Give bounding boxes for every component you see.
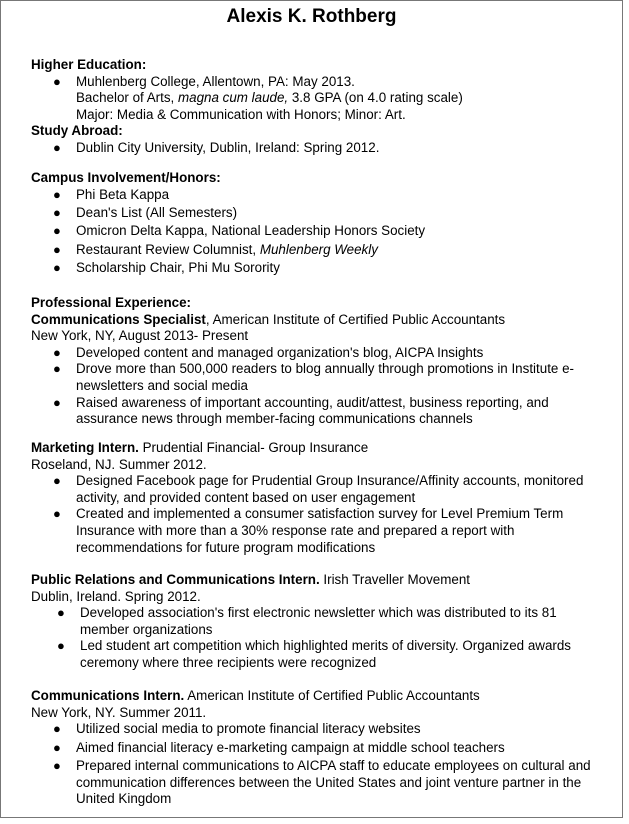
job-title-line: Communications Intern. American Institute of Certified Public Accountants (31, 688, 480, 703)
job-communications-intern (31, 688, 608, 810)
campus-heading: Campus Involvement/Honors: (31, 170, 221, 185)
abroad-heading: Study Abroad: (31, 123, 123, 139)
bullet-icon: ● (53, 394, 61, 410)
bullet-icon: ● (53, 73, 61, 89)
experience-section (31, 295, 608, 428)
bullet-icon: ● (53, 506, 61, 522)
education-school: Muhlenberg College, Allentown, PA: May 2013. (76, 73, 355, 89)
bullet-icon: ● (57, 638, 65, 654)
campus-section (31, 170, 608, 279)
list-item: ● Drove more than 500,000 readers to blog annually through promotions in Institute e- newsletters and social media (53, 361, 574, 393)
list-item: ● Designed Facebook page for Prudential Group Insurance/Affinity accounts, monitored activity, and provided content based on user engagement (53, 473, 584, 505)
education-section (31, 57, 608, 157)
list-item: ● Prepared internal communications to AICPA staff to educate employees on cultural and communication differences between the United States and joint venture partner in the United Kingdom (53, 757, 591, 807)
experience-heading: Professional Experience: (31, 295, 192, 310)
education-degree: Bachelor of Arts, magna cum laude, 3.8 GPA (on 4.0 rating scale) (76, 90, 463, 106)
job-location: New York, NY, August 2013- Present (31, 328, 249, 344)
job-pr-intern (31, 572, 608, 672)
education-major: Major: Media & Communication with Honors; Minor: Art. (76, 106, 406, 122)
abroad-item: ● Dublin City University, Dublin, Ireland: Spring 2012. (53, 139, 380, 155)
education-heading: Higher Education: (31, 57, 147, 72)
job-title-line: Marketing Intern. Prudential Financial- Group Insurance (31, 440, 369, 455)
bullet-icon: ● (53, 344, 61, 360)
list-item: ● Omicron Delta Kappa, National Leadership Honors Society (53, 223, 426, 239)
bullet-icon: ● (53, 473, 61, 489)
job-location: Roseland, NJ. Summer 2012. (31, 456, 207, 472)
list-item: ● Led student art competition which highlighted merits of diversity. Organized awards ceremony where three recipients were recognized (57, 638, 571, 670)
list-item: ● Developed content and managed organization's blog, AICPA Insights (53, 344, 484, 360)
bullet-icon: ● (53, 757, 61, 773)
bullet-icon: ● (53, 139, 61, 155)
job-title-line: Communications Specialist, American Institute of Certified Public Accountants (31, 311, 506, 327)
bullet-icon: ● (53, 186, 61, 202)
job-title-line: Public Relations and Communications Intern. Irish Traveller Movement (31, 572, 471, 587)
job-marketing-intern (31, 440, 608, 556)
list-item: ● Phi Beta Kappa (53, 186, 170, 202)
bullet-icon: ● (57, 605, 65, 621)
list-item: ● Dean's List (All Semesters) (53, 204, 238, 220)
list-item: ● Utilized social media to promote financial literacy websites (53, 721, 421, 737)
bullet-icon: ● (53, 260, 61, 276)
list-item: ● Scholarship Chair, Phi Mu Sorority (53, 260, 280, 276)
bullet-icon: ● (53, 721, 61, 737)
job-location: New York, NY. Summer 2011. (31, 704, 207, 720)
bullet-icon: ● (53, 223, 61, 239)
bullet-icon: ● (53, 361, 61, 377)
list-item: ● Restaurant Review Columnist, Muhlenberg Weekly (53, 241, 378, 257)
list-item: ● Raised awareness of important accounting, audit/attest, business reporting, and assurance news through member-facing communications channels (53, 394, 549, 427)
bullet-icon: ● (53, 241, 61, 257)
list-item: ● Developed association's first electronic newsletter which was distributed to its 81 member organizations (57, 605, 557, 637)
list-item: ● Created and implemented a consumer satisfaction survey for Level Premium Term Insurance with more than a 30% response rate and prepared a report with recommendations for future program modifications (53, 506, 564, 555)
bullet-icon: ● (53, 739, 61, 755)
job-location: Dublin, Ireland. Spring 2012. (31, 588, 201, 604)
list-item: ● Aimed financial literacy e-marketing campaign at middle school teachers (53, 739, 505, 755)
candidate-name: Alexis K. Rothberg (226, 6, 397, 27)
education-item (31, 74, 608, 91)
bullet-icon: ● (53, 204, 61, 220)
